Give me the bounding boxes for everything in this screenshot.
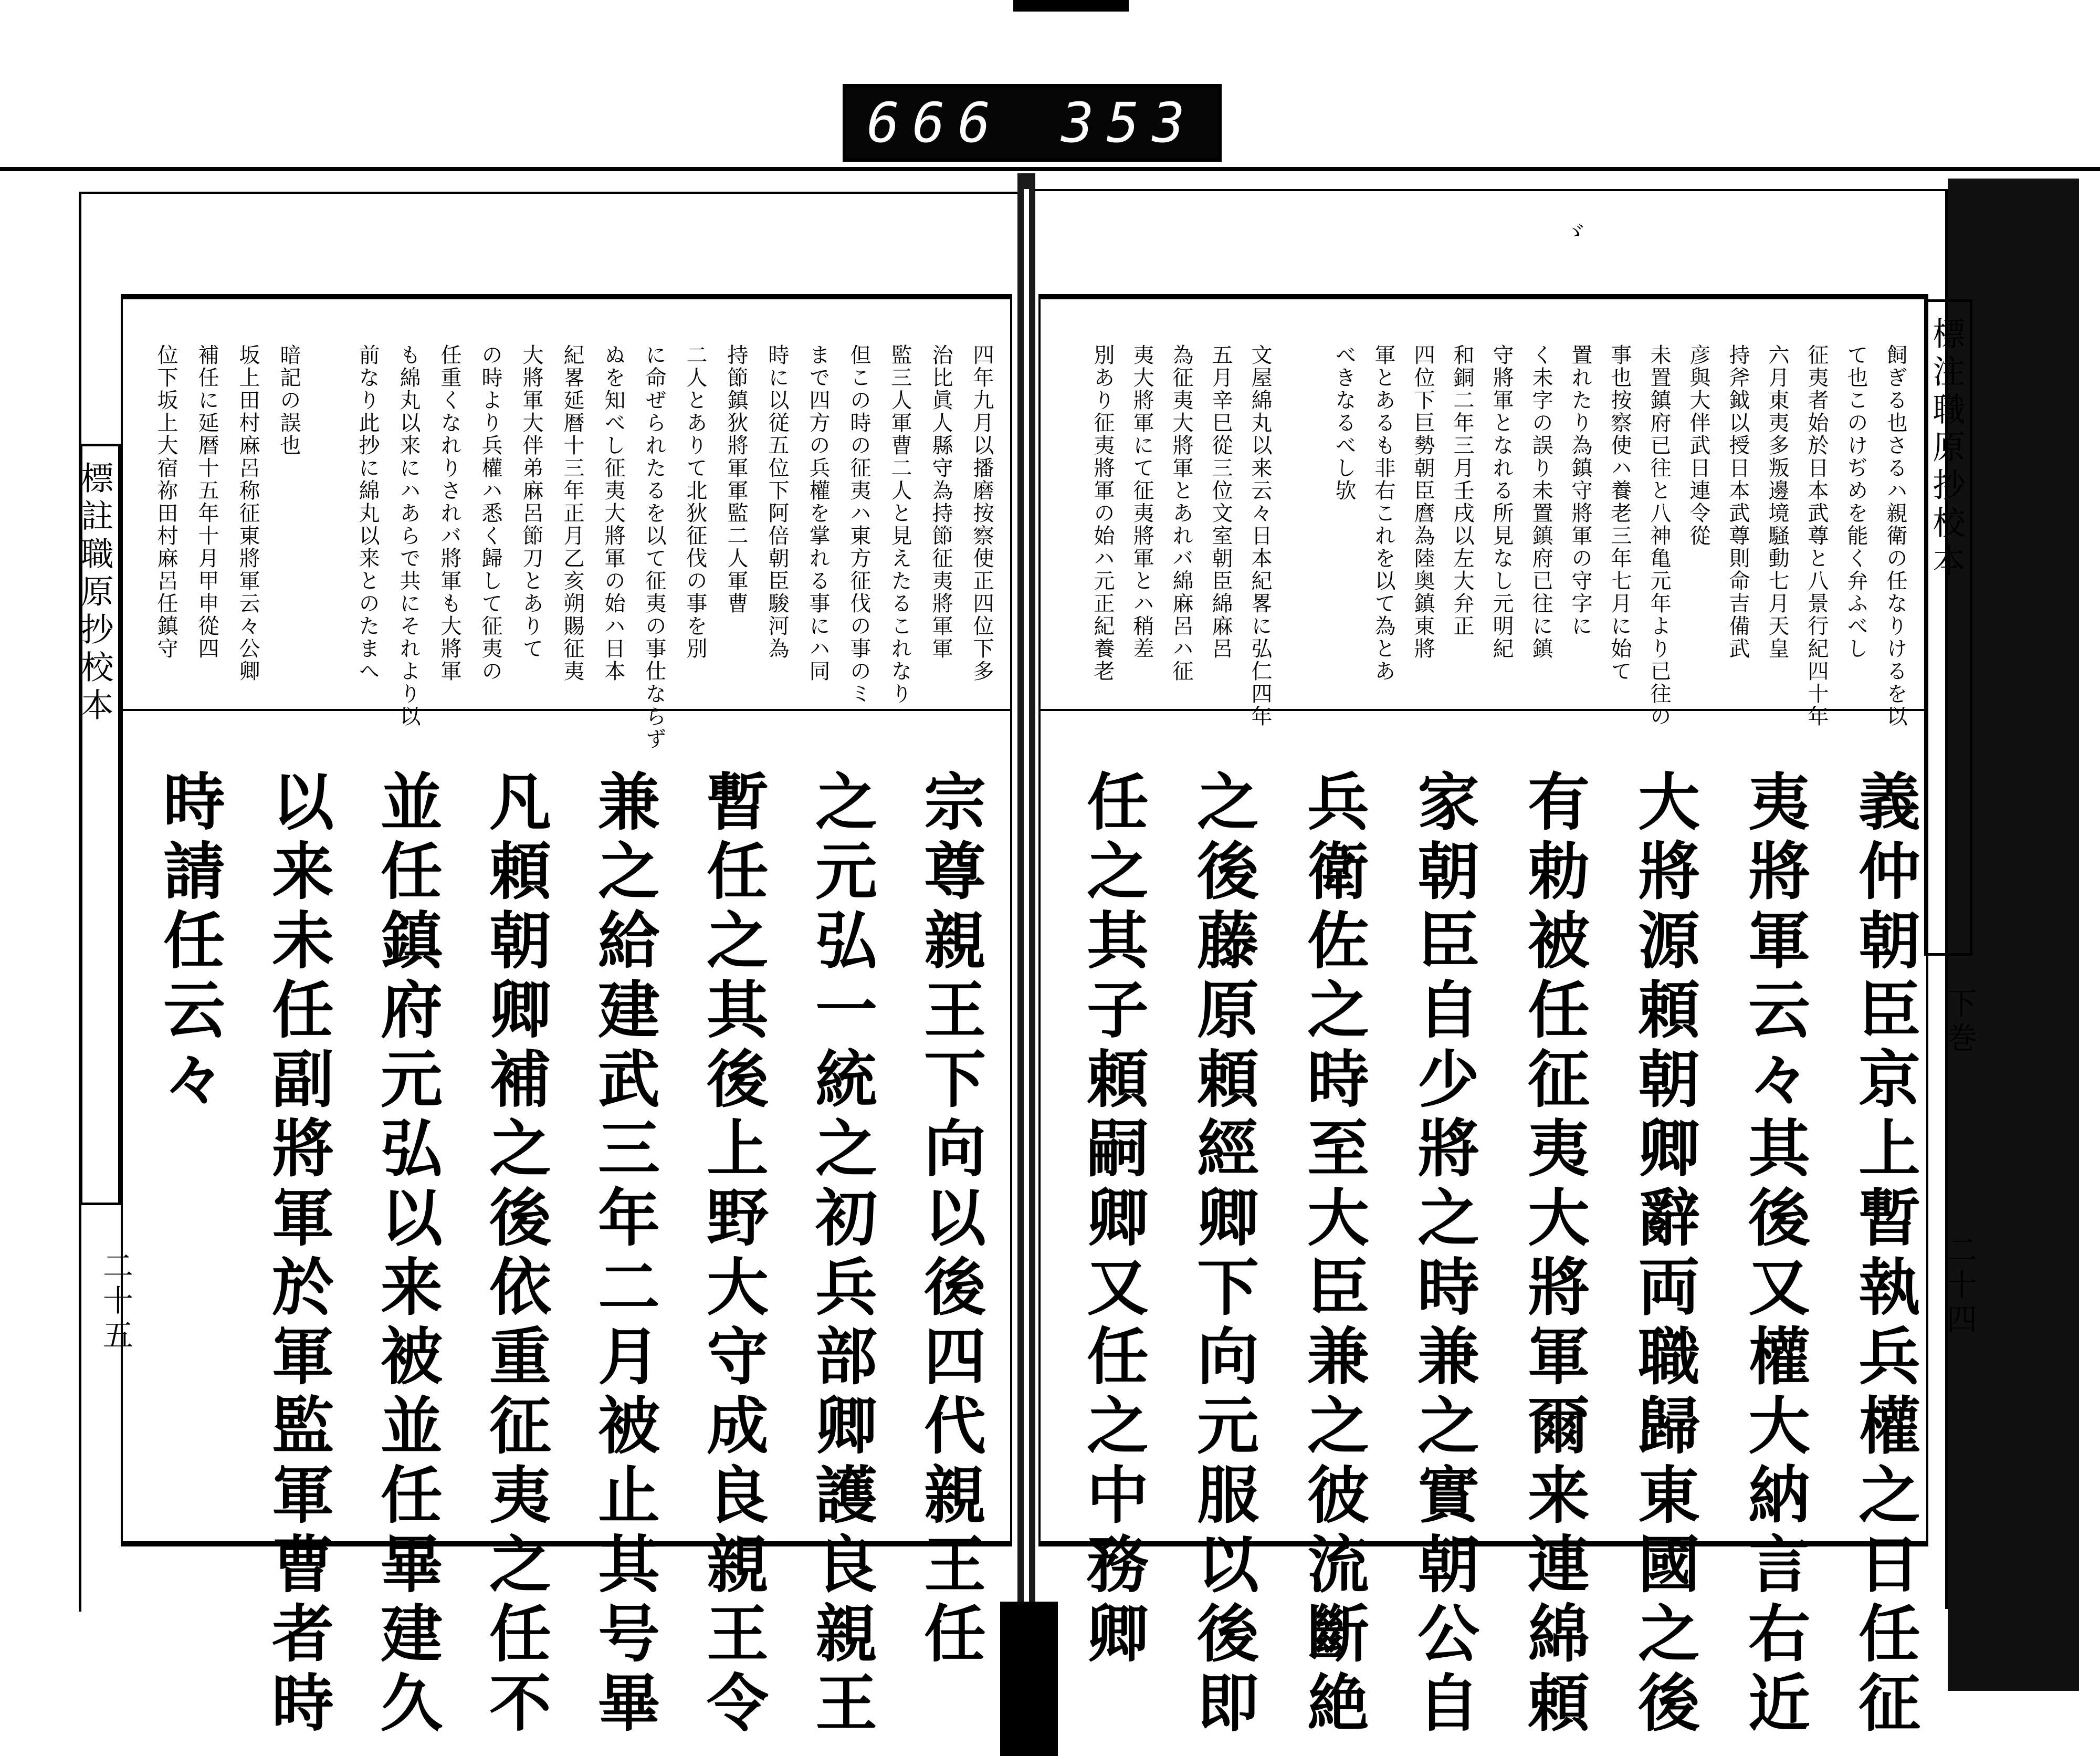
note-line: 時に以従五位下阿倍朝臣駿河為 <box>765 344 789 660</box>
note-line: 六月東夷多叛邊境騒動七月天皇 <box>1765 344 1789 660</box>
microfilm-number-label <box>843 84 1222 162</box>
note-line: も綿丸以来にハあらで共にそれより以 <box>396 344 421 728</box>
note-line: まで四方の兵權を掌れる事にハ同 <box>806 344 830 683</box>
note-line: 和銅二年三月壬戌以左大弁正 <box>1450 344 1474 637</box>
note-line: 征夷者始於日本武尊と八景行紀四十年 <box>1804 344 1829 728</box>
note-line: 彦與大伴武日連令從 <box>1686 344 1710 547</box>
main-text-line: 兼之給建武三年二月被止其号畢 <box>587 769 660 1740</box>
note-line: の時より兵權ハ悉く歸して征夷の <box>478 344 502 683</box>
main-text-line: 兵衛佐之時至大臣兼之彼流斷絶 <box>1297 769 1370 1740</box>
note-line: く未字の誤り未置鎮府已往に鎮 <box>1529 344 1553 660</box>
note-line: 前なり此抄に綿丸以来とのたまへ <box>355 344 380 683</box>
note-line: 五月辛巳從三位文室朝臣綿麻呂 <box>1209 344 1233 660</box>
left-page-folio: 二十五 <box>98 1250 133 1354</box>
right-page-folio: 二十四 <box>1941 1234 1977 1338</box>
note-line: 二人とありて北狄征伐の事を別 <box>683 344 707 660</box>
note-line: 夷大將軍にて征夷將軍とハ稍差 <box>1130 344 1154 660</box>
right-page-title-label: 標注職原抄校本 <box>1924 299 1972 956</box>
note-line: 為征夷大將軍とあれバ綿麻呂ハ征 <box>1169 344 1193 683</box>
note-line: 飼ぎる也さるハ親衛の任なりけるを以 <box>1883 344 1907 728</box>
right-page-volume: 下巻 <box>1941 987 1977 1057</box>
main-text-line: 夷將軍云々其後又權大納言右近 <box>1738 769 1811 1740</box>
note-line: て也このけぢめを能く弁ふべし <box>1844 344 1868 660</box>
note-line: 別あり征夷將軍の始ハ元正紀養老 <box>1090 344 1115 683</box>
note-line: に命ぜられたるを以て征夷の事仕ならず <box>642 344 666 750</box>
main-text-line: 任之其子頼嗣卿又任之中務卿 <box>1076 769 1149 1670</box>
main-text-line: 凡頼朝卿補之後依重征夷之任不 <box>479 769 552 1740</box>
note-line: 四年九月以播磨按察使正四位下多 <box>970 344 994 683</box>
note-line: 持節鎮狄將軍軍監二人軍曹 <box>724 344 748 615</box>
main-text-line: 時請任云々 <box>153 769 226 1116</box>
main-text-line: 之元弘一統之初兵部卿護良親王 <box>805 769 878 1740</box>
note-line: 暗記の誤也 <box>277 344 301 457</box>
right-page-divider <box>1038 709 1928 711</box>
note-line: 治比眞人縣守為持節征夷將軍軍 <box>929 344 953 660</box>
note-line: 但この時の征夷ハ東方征伐の事のミ <box>847 344 871 705</box>
note-line: 大將軍大伴弟麻呂節刀とありて <box>519 344 543 660</box>
main-text-line: 以来未任副將軍於軍監軍曹者時 <box>261 769 334 1740</box>
note-line: 四位下巨勢朝臣麿為陸奥鎮東將 <box>1411 344 1435 660</box>
note-line: 未置鎮府已往と八神亀元年より已往の <box>1647 344 1671 728</box>
note-line: 監三人軍曹二人と見えたるこれなり <box>888 344 912 705</box>
note-line: 文屋綿丸以来云々日本紀畧に弘仁四年 <box>1248 344 1272 728</box>
note-line: 持斧鉞以授日本武尊則命吉備武 <box>1726 344 1750 660</box>
page-mark: ゞ <box>1564 220 1587 245</box>
main-text-line: 義仲朝臣京上暫執兵權之日任征 <box>1848 769 1921 1740</box>
main-text-line: 暫任之其後上野大守成良親王令 <box>696 769 769 1740</box>
main-text-line: 家朝臣自少將之時兼之實朝公自 <box>1407 769 1480 1740</box>
film-edge-mark <box>1013 0 1129 12</box>
spine-gap <box>1024 189 1029 1659</box>
note-line: 軍とあるも非右これを以て為とあ <box>1371 344 1395 683</box>
left-page-title-label: 標註職原抄校本 <box>80 444 121 1205</box>
note-line: 事也按察使ハ養老三年七月に始て <box>1608 344 1632 683</box>
main-text-line: 宗尊親王下向以後四代親王任 <box>914 769 986 1670</box>
note-line: べきなるべし欤 <box>1332 344 1356 502</box>
main-text-line: 之後藤原頼經卿下向元服以後即 <box>1186 769 1259 1740</box>
binding-bottom <box>1000 1602 1058 1756</box>
note-line: ぬを知べし征夷大將軍の始ハ日本 <box>601 344 625 683</box>
main-text-line: 有勅被任征夷大將軍爾来連綿頼 <box>1517 769 1590 1740</box>
note-line: 守將軍となれる所見なし元明紀 <box>1489 344 1514 660</box>
note-line: 補任に延暦十五年十月甲申從四 <box>195 344 219 660</box>
main-text-line: 並任鎮府元弘以来被並任畢建久 <box>370 769 443 1740</box>
note-line: 位下坂上大宿祢田村麻呂任鎮守 <box>154 344 178 660</box>
film-number-left: 666 <box>867 91 1003 155</box>
note-line: 紀畧延暦十三年正月乙亥朔賜征夷 <box>560 344 584 683</box>
film-number-right: 353 <box>1061 91 1198 155</box>
note-line: 置れたり為鎮守將軍の守字に <box>1568 344 1592 637</box>
note-line: 任重くなれりされバ將軍も大將軍 <box>437 344 461 683</box>
main-text-line: 大將源頼朝卿辭両職歸東國之後 <box>1628 769 1700 1740</box>
note-line: 坂上田村麻呂称征東將軍云々公卿 <box>236 344 260 683</box>
left-page-divider <box>121 709 1012 711</box>
film-top-rule <box>0 167 2100 171</box>
